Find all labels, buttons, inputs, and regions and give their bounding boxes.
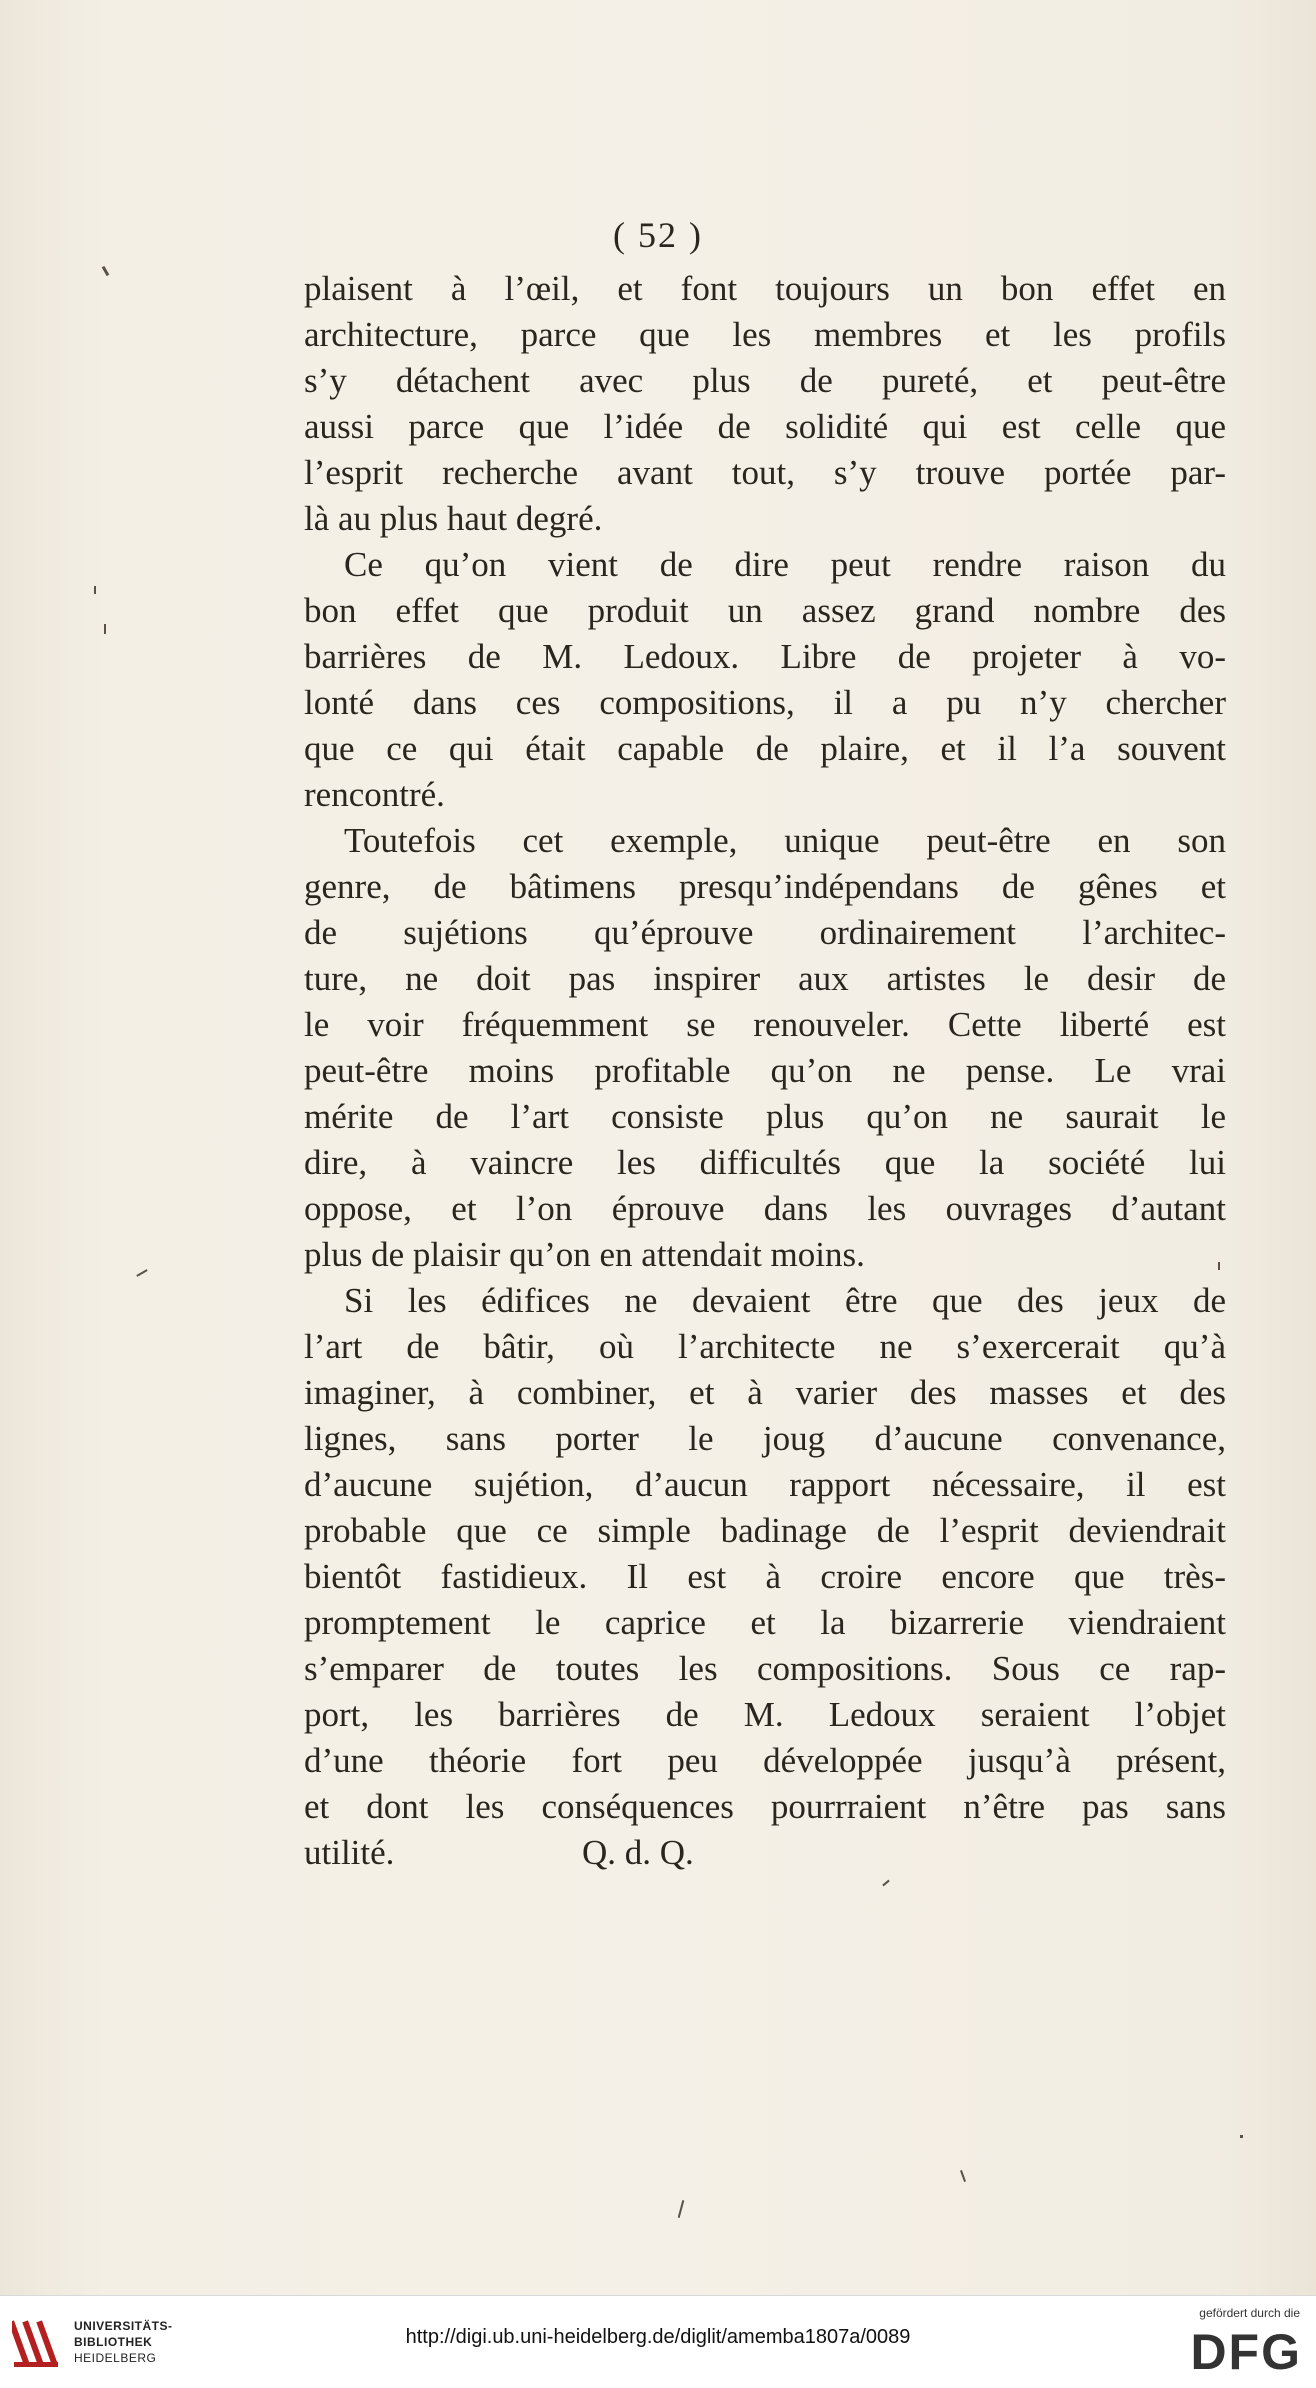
text-line: l’esprit recherche avant tout, s’y trouve portée par-: [304, 453, 1226, 492]
text-line: dire, à vaincre les difficultés que la société lui: [304, 1143, 1226, 1182]
text-line: probable que ce simple badinage de l’esprit deviendrait: [304, 1511, 1226, 1550]
text-line: s’emparer de toutes les compositions. Sous ce rap-: [304, 1649, 1226, 1688]
footer-bar: [0, 2295, 1316, 2388]
paper-speck: [102, 266, 110, 276]
text-line: architecture, parce que les membres et les profils: [304, 315, 1226, 354]
text-line: ture, ne doit pas inspirer aux artistes le desir de: [304, 959, 1226, 998]
text-line: d’aucune sujétion, d’aucun rapport nécessaire, il est: [304, 1465, 1226, 1504]
closing-word: utilité.: [304, 1833, 395, 1872]
text-line: lignes, sans porter le joug d’aucune convenance,: [304, 1419, 1226, 1458]
paragraph-start-line: Toutefois cet exemple, unique peut-être en son: [344, 821, 1226, 860]
paper-speck: [960, 2170, 966, 2182]
text-line: plus de plaisir qu’on en attendait moins.: [304, 1235, 865, 1274]
text-line: genre, de bâtimens presqu’indépendans de gênes et: [304, 867, 1226, 906]
text-line: là au plus haut degré.: [304, 499, 603, 538]
text-line: rencontré.: [304, 775, 445, 814]
text-line: oppose, et l’on éprouve dans les ouvrages d’autant: [304, 1189, 1226, 1228]
text-line: que ce qui était capable de plaire, et il l’a souvent: [304, 729, 1226, 768]
source-url[interactable]: http://digi.ub.uni-heidelberg.de/diglit/amemba1807a/0089: [405, 2326, 911, 2348]
library-name-line: UNIVERSITÄTS-: [74, 2319, 173, 2333]
paper-speck: [94, 586, 96, 594]
text-line: lonté dans ces compositions, il a pu n’y chercher: [304, 683, 1226, 722]
text-line: imaginer, à combiner, et à varier des masses et des: [304, 1373, 1226, 1412]
paper-speck: [104, 624, 106, 634]
text-line: mérite de l’art consiste plus qu’on ne saurait le: [304, 1097, 1226, 1136]
library-name-line: HEIDELBERG: [74, 2351, 157, 2365]
paper-speck: [136, 1269, 147, 1277]
dfg-logo: DFG: [1190, 2324, 1302, 2380]
text-line: de sujétions qu’éprouve ordinairement l’architec-: [304, 913, 1226, 952]
library-name-line: BIBLIOTHEK: [74, 2335, 153, 2349]
closing-line: [304, 1830, 1226, 1876]
text-line: promptement le caprice et la bizarrerie viendraient: [304, 1603, 1226, 1642]
text-line: plaisent à l’œil, et font toujours un bon effet en: [304, 269, 1226, 308]
text-line: le voir fréquemment se renouveler. Cette liberté est: [304, 1005, 1226, 1044]
paper-speck: [882, 1880, 889, 1887]
paragraph-start-line: Si les édifices ne devaient être que des jeux de: [344, 1281, 1226, 1320]
paper-speck: [1218, 1262, 1220, 1270]
text-line: bon effet que produit un assez grand nombre des: [304, 591, 1226, 630]
text-line: aussi parce que l’idée de solidité qui est celle que: [304, 407, 1226, 446]
text-line: s’y détachent avec plus de pureté, et peut-être: [304, 361, 1226, 400]
body-text: [304, 266, 1226, 1876]
paper-speck: [678, 2200, 685, 2218]
text-line: peut-être moins profitable qu’on ne pense. Le vrai: [304, 1051, 1226, 1090]
paragraph-start-line: Ce qu’on vient de dire peut rendre raison du: [344, 545, 1226, 584]
page-number: ( 52 ): [613, 215, 703, 255]
text-line: barrières de M. Ledoux. Libre de projeter à vo-: [304, 637, 1226, 676]
signature: Q. d. Q.: [582, 1833, 694, 1872]
text-line: port, les barrières de M. Ledoux seraient l’objet: [304, 1695, 1226, 1734]
text-line: d’une théorie fort peu développée jusqu’à présent,: [304, 1741, 1226, 1780]
funder-caption: gefördert durch die: [1199, 2306, 1300, 2320]
text-line: l’art de bâtir, où l’architecte ne s’exercerait qu’à: [304, 1327, 1226, 1366]
text-line: et dont les conséquences pourrraient n’être pas sans: [304, 1787, 1226, 1826]
text-line: bientôt fastidieux. Il est à croire encore que très-: [304, 1557, 1226, 1596]
paper-speck: [1240, 2135, 1243, 2138]
